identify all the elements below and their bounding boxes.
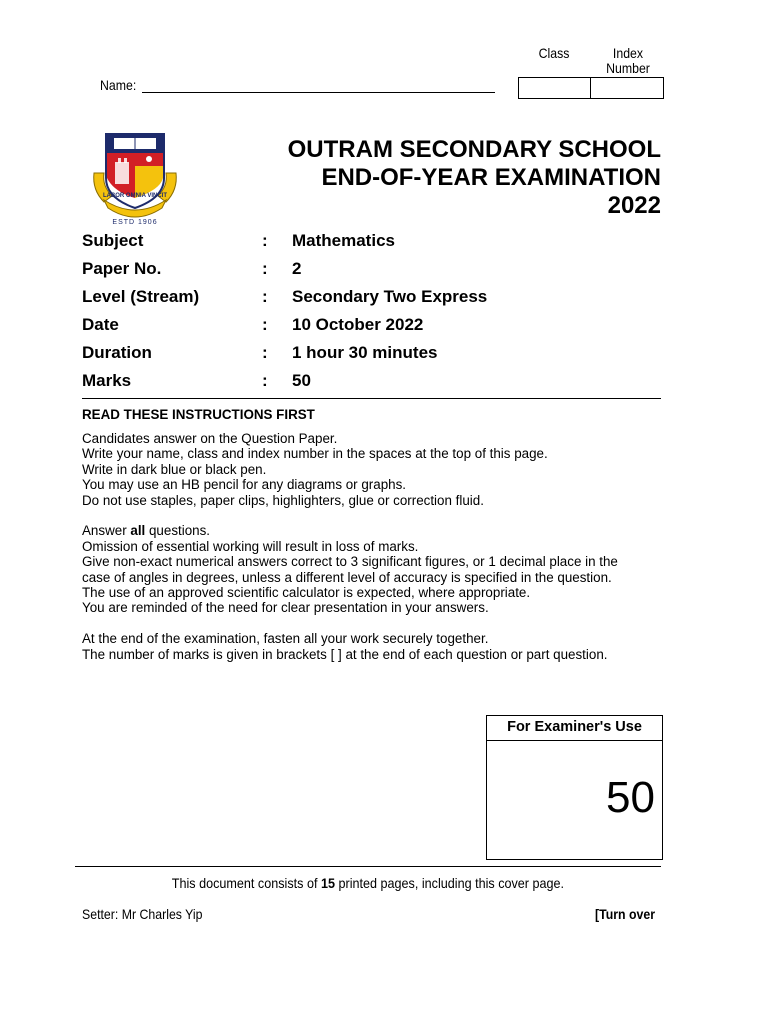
instruction-line: The use of an approved scientific calculator is expected, where appropriate. — [82, 585, 531, 601]
info-row-paper-no — [82, 259, 662, 287]
instruction-line: Give non-exact numerical answers correct to 3 significant figures, or 1 decimal place in the — [82, 554, 618, 570]
instruction-line: You may use an HB pencil for any diagrams or graphs. — [82, 477, 407, 493]
examiner-title: For Examiner's Use — [487, 716, 662, 741]
info-value: Secondary Two Express — [292, 287, 488, 306]
info-row-subject — [82, 231, 662, 259]
footer-divider — [75, 866, 661, 867]
info-row-marks — [82, 371, 662, 399]
info-value: 1 hour 30 minutes — [292, 343, 438, 362]
info-row-duration — [82, 343, 662, 371]
info-colon: : — [262, 231, 268, 250]
exam-year: 2022 — [607, 192, 661, 219]
exam-title — [230, 136, 661, 220]
info-value: 2 — [292, 259, 302, 278]
info-value: Mathematics — [292, 231, 395, 250]
info-key: Level (Stream) — [82, 287, 200, 306]
info-key: Marks — [82, 371, 132, 390]
info-key: Paper No. — [82, 259, 162, 278]
instruction-line: Write your name, class and index number in the spaces at the top of this page. — [82, 446, 548, 462]
index-label-line1: Index — [612, 45, 644, 61]
instruction-line-answer: Answer all questions. — [82, 523, 211, 539]
index-number-box[interactable] — [589, 77, 664, 99]
instructions-heading: READ THESE INSTRUCTIONS FIRST — [82, 407, 315, 422]
name-label: Name: — [100, 77, 137, 93]
exam-name: END-OF-YEAR EXAMINATION — [321, 164, 661, 191]
index-label — [597, 46, 659, 76]
setter-name: Setter: Mr Charles Yip — [82, 906, 203, 922]
info-colon: : — [262, 343, 268, 362]
instruction-line: Candidates answer on the Question Paper. — [82, 431, 338, 446]
info-key: Subject — [82, 231, 144, 250]
info-colon: : — [262, 371, 268, 390]
info-key: Date — [82, 315, 119, 334]
info-colon: : — [262, 259, 268, 278]
instruction-line: case of angles in degrees, unless a different level of accuracy is specified in the question. — [82, 569, 612, 585]
info-value: 10 October 2022 — [292, 315, 424, 334]
crest-motto: LABOR OMNIA VINCIT — [102, 193, 168, 199]
name-field[interactable] — [142, 91, 495, 93]
school-crest — [90, 128, 180, 228]
info-key: Duration — [82, 343, 152, 362]
divider — [82, 398, 661, 399]
info-colon: : — [262, 315, 268, 334]
instruction-line: At the end of the examination, fasten all your work securely together. — [82, 631, 489, 647]
info-value: 50 — [292, 371, 311, 390]
crest-established: ESTD 1906 — [112, 219, 158, 226]
instruction-line: Write in dark blue or black pen. — [82, 461, 267, 477]
school-name: OUTRAM SECONDARY SCHOOL — [287, 136, 661, 163]
instruction-line: You are reminded of the need for clear presentation in your answers. — [82, 600, 489, 616]
instruction-line: Do not use staples, paper clips, highlighters, glue or correction fluid. — [82, 492, 484, 508]
turn-over: [Turn over — [594, 906, 655, 922]
class-label: Class — [538, 45, 570, 61]
instructions-body — [82, 431, 682, 662]
info-row-date — [82, 315, 662, 343]
instruction-line: Omission of essential working will result in loss of marks. — [82, 538, 419, 554]
examiner-total: 50 — [606, 773, 655, 822]
index-label-line2: Number — [606, 60, 650, 76]
info-row-level — [82, 287, 662, 315]
instruction-line: The number of marks is given in brackets [ ] at the end of each question or part question. — [82, 646, 608, 662]
examiner-box — [486, 715, 663, 860]
class-box[interactable] — [518, 77, 591, 99]
page-count-note: This document consists of 15 printed pages, including this cover page. — [171, 875, 565, 891]
info-colon: : — [262, 287, 268, 306]
